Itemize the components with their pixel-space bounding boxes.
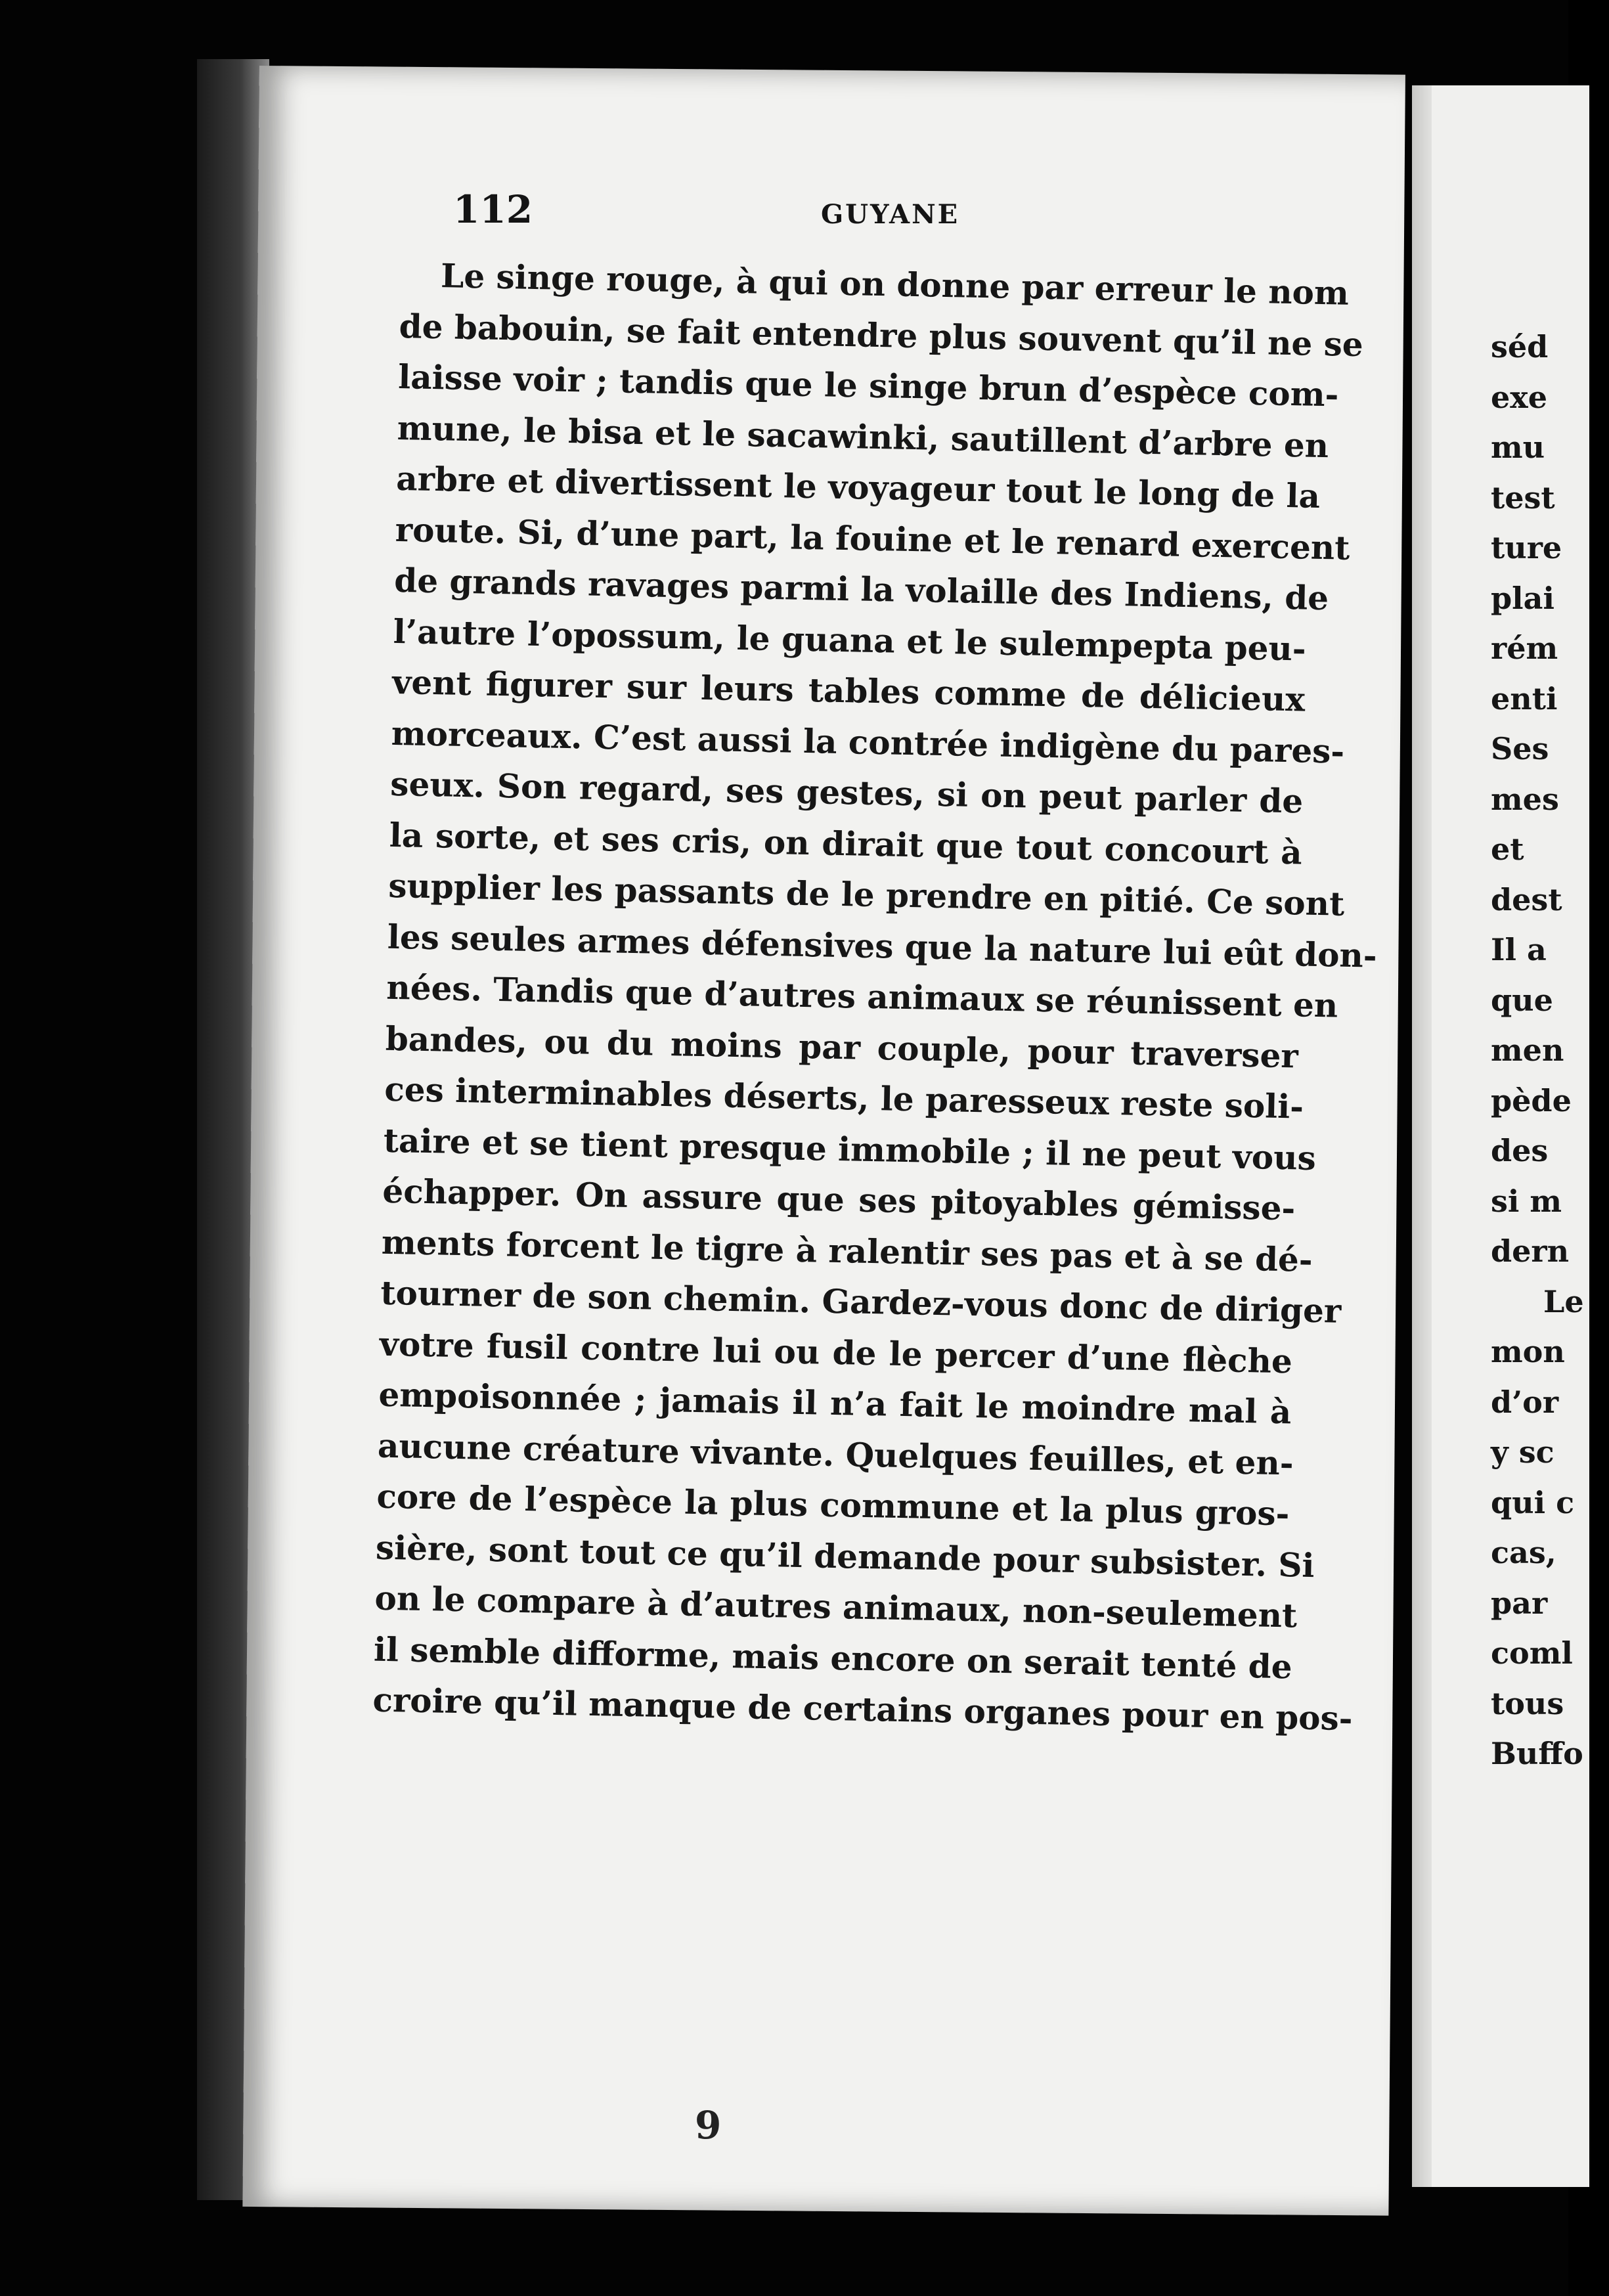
facing-text-fragment: et [1491,831,1524,867]
text-line: Le singe rouge, à qui on donne par erreur le nom [440,256,1350,313]
facing-page-text [1491,322,1609,1779]
facing-text-fragment: Ses [1491,731,1549,766]
facing-text-fragment: mu [1491,430,1545,465]
facing-text-fragment: test [1491,479,1555,516]
facing-text-fragment: tous [1491,1685,1564,1721]
facing-text-fragment: coml [1491,1635,1573,1671]
text-line: supplier les passants de le prendre en pitié. Ce sont [387,866,1345,923]
facing-text-fragment: qui c [1491,1484,1575,1520]
facing-text-fragment: Il a [1491,932,1547,967]
text-line: ments forcent le tigre à ralentir ses pas et à se dé- [381,1222,1313,1279]
page-number: 112 [453,187,533,232]
text-line: route. Si, d’une part, la fouine et le renard exercent [395,510,1350,567]
text-line: vent figurer sur leurs tables comme de délicieux [391,662,1306,719]
text-line: il semble difforme, mais encore on serait tenté de [373,1629,1293,1686]
facing-text-fragment: exe [1491,379,1547,415]
text-line: morceaux. C’est aussi la contrée indigène du pares- [391,713,1345,771]
facing-text-fragment: dern [1491,1233,1570,1269]
text-line: mune, le bisa et le sacawinki, sautillent d’arbre en [397,408,1329,465]
text-line: arbre et divertissent le voyageur tout le long de la [395,458,1321,516]
facing-text-fragment: pède [1491,1082,1572,1118]
text-line: aucune créature vivante. Quelques feuilles, et en- [377,1426,1294,1482]
text-line: votre fusil contre lui ou de le percer d’une flèche [379,1324,1293,1380]
facing-text-fragment: ture [1491,530,1562,565]
facing-text-fragment: Buffo [1491,1736,1583,1771]
text-line: croire qu’il manque de certains organes pour en pos- [372,1680,1354,1738]
footer-mark: 9 [695,2103,722,2148]
facing-text-fragment: mes [1491,781,1559,817]
text-line: bandes, ou du moins par couple, pour traverser [385,1019,1299,1075]
facing-text-fragment: que [1491,982,1553,1018]
text-line: de babouin, se fait entendre plus souvent qu’il ne se [399,306,1364,364]
text-line: de grands ravages parmi la volaille des Indiens, de [393,560,1329,618]
facing-text-fragment: des [1491,1133,1549,1168]
facing-text-fragment: par [1491,1585,1548,1621]
page-header [453,187,1294,246]
text-line: core de l’espèce la plus commune et la plus gros- [376,1476,1290,1534]
text-line: les seules armes défensives que la nature lui eût don- [387,917,1378,975]
facing-text-fragment: y sc [1491,1434,1554,1470]
text-line: empoisonnée ; jamais il n’a fait le moindre mal à [378,1375,1292,1432]
facing-text-fragment: Le [1543,1283,1584,1319]
text-line: ces interminables déserts, le paresseux reste soli- [384,1069,1304,1126]
facing-text-fragment: cas, [1491,1535,1556,1570]
body-text [372,250,1378,1743]
facing-text-fragment: d’or [1491,1384,1559,1420]
text-line: tourner de son chemin. Gardez-vous donc de diriger [380,1273,1342,1331]
text-line: nées. Tandis que d’autres animaux se réunissent en [386,967,1338,1025]
facing-text-fragment: rém [1491,630,1558,666]
facing-text-fragment: enti [1491,680,1558,717]
text-line: seux. Son regard, ses gestes, si on peut parler de [389,764,1304,821]
text-line: on le compare à d’autres animaux, non-seulement [374,1578,1298,1635]
text-line: laisse voir ; tandis que le singe brun d’espèce com- [397,357,1339,414]
facing-text-fragment: si m [1491,1183,1562,1219]
facing-text-fragment: mon [1491,1334,1565,1369]
facing-text-fragment: dest [1491,881,1562,917]
text-line: la sorte, et ses cris, on dirait que tout concourt à [389,815,1303,872]
text-line: sière, sont tout ce qu’il demande pour subsister. Si [375,1528,1315,1585]
text-line: taire et se tient presque immobile ; il ne peut vous [383,1120,1317,1178]
text-line: échapper. On assure que ses pitoyables gémisse- [382,1171,1296,1228]
facing-text-fragment: plai [1491,580,1554,616]
facing-text-fragment: men [1491,1032,1564,1068]
facing-text-fragment: séd [1491,329,1549,364]
running-head: GUYANE [821,199,960,230]
text-line: l’autre l’opossum, le guana et le sulempepta peu- [393,611,1307,669]
